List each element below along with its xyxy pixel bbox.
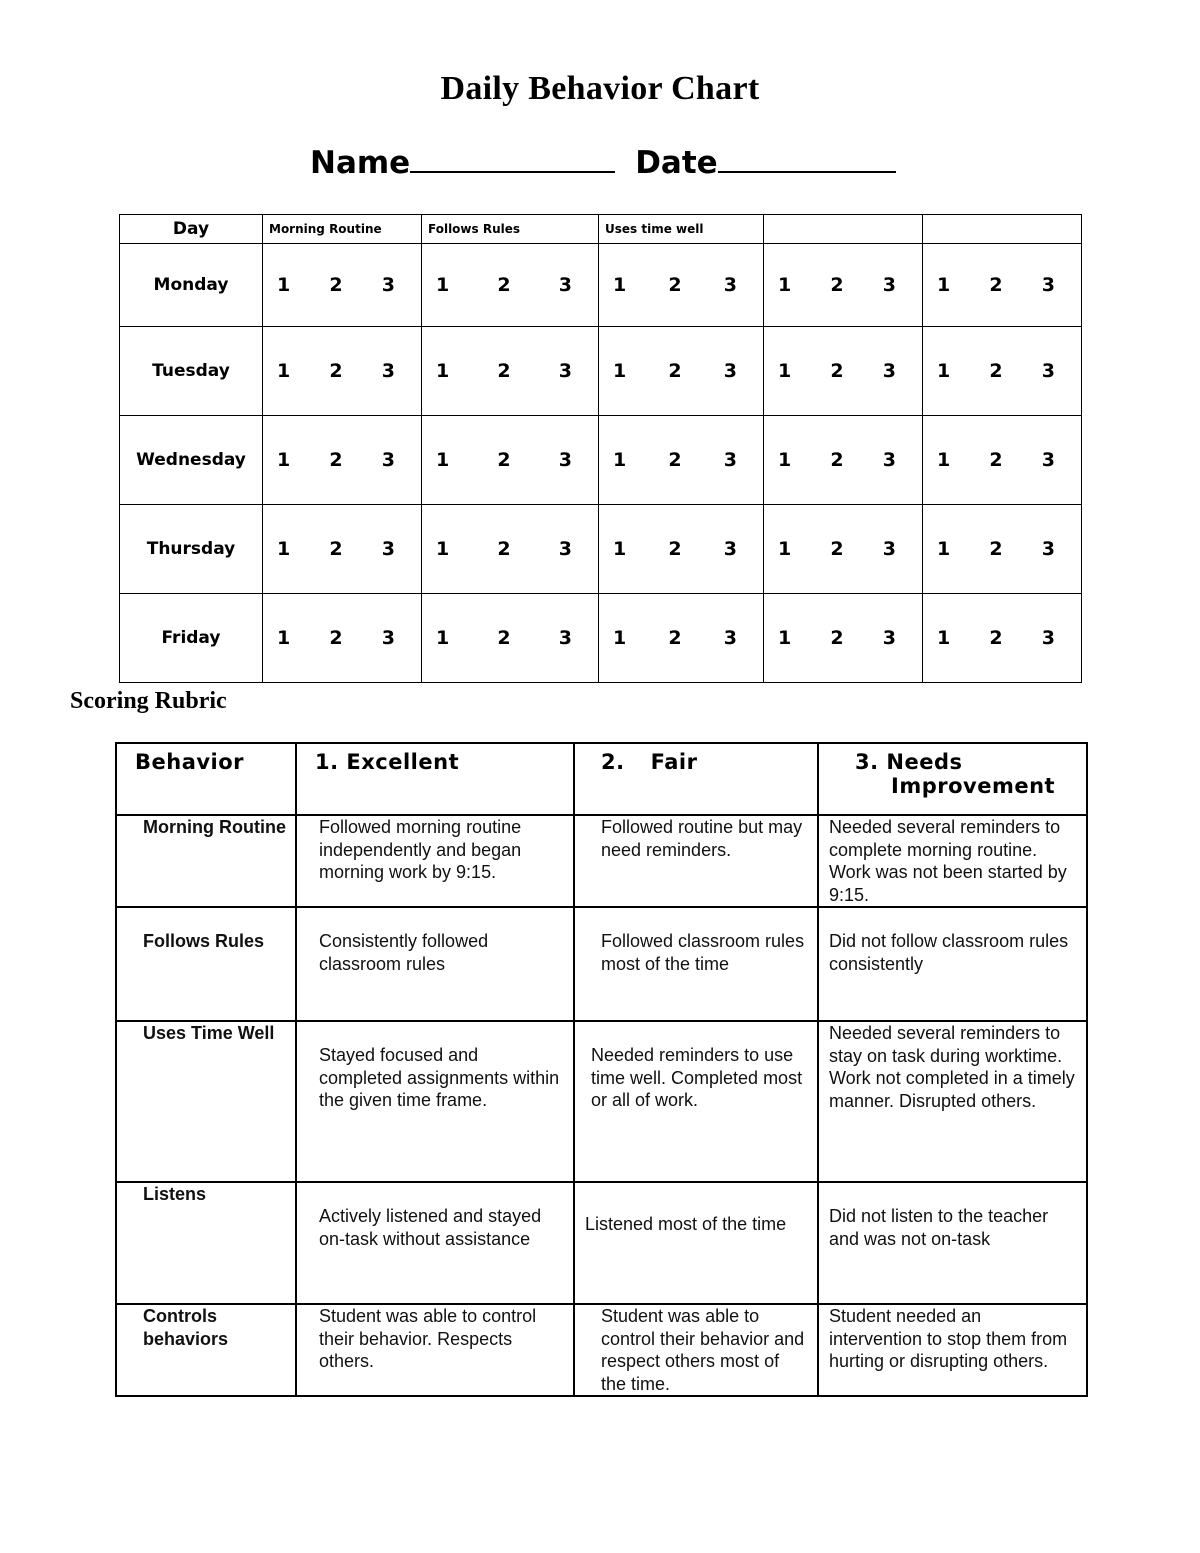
fair-header-word: Fair [650,750,698,774]
score-option[interactable]: 3 [381,274,395,296]
score-option[interactable]: 2 [830,538,844,560]
fair-header [574,743,818,815]
score-option[interactable]: 2 [329,360,343,382]
score-cell [422,416,599,505]
score-cell [764,416,923,505]
score-cell [599,244,764,327]
score-option[interactable]: 3 [723,360,737,382]
score-option[interactable]: 3 [381,538,395,560]
score-option[interactable]: 2 [329,627,343,649]
score-cell [422,594,599,683]
score-option[interactable]: 2 [497,360,511,382]
excellent-header: 1. Excellent [296,743,574,815]
category-header [764,215,923,244]
score-option[interactable]: 3 [558,274,572,296]
score-cell [599,594,764,683]
score-cell [923,594,1082,683]
score-option[interactable]: 3 [1041,274,1055,296]
fair-description: Followed classroom rules most of the time [574,907,818,1021]
score-option[interactable]: 2 [989,274,1003,296]
score-option[interactable]: 2 [329,274,343,296]
score-option[interactable]: 3 [723,274,737,296]
date-label: Date [635,145,718,181]
score-option[interactable]: 1 [937,274,951,296]
score-cell [422,244,599,327]
name-blank-line [410,149,615,173]
behavior-name: Morning Routine [116,815,296,907]
score-option[interactable]: 1 [613,538,627,560]
score-cell [923,244,1082,327]
name-label: Name [310,145,411,181]
score-option[interactable]: 2 [668,627,682,649]
score-option[interactable]: 3 [882,360,896,382]
day-header: Day [120,215,263,244]
score-option[interactable]: 3 [882,627,896,649]
score-option[interactable]: 3 [723,538,737,560]
score-option[interactable]: 3 [558,627,572,649]
score-option[interactable]: 1 [436,449,450,471]
excellent-description: Actively listened and stayed on-task without assistance [296,1182,574,1304]
behavior-header: Behavior [116,743,296,815]
score-cell [263,244,422,327]
score-option[interactable]: 2 [830,360,844,382]
behavior-name: Controls behaviors [116,1304,296,1396]
name-date-line [310,145,896,181]
score-option[interactable]: 3 [558,449,572,471]
category-header [923,215,1082,244]
score-cell [764,327,923,416]
day-label: Thursday [120,505,263,594]
chart-row-monday [120,244,1082,327]
category-header: Uses time well [599,215,764,244]
score-option[interactable]: 2 [329,538,343,560]
score-option[interactable]: 3 [381,360,395,382]
score-cell [263,594,422,683]
score-option[interactable]: 3 [882,449,896,471]
score-option[interactable]: 2 [668,449,682,471]
score-option[interactable]: 1 [613,449,627,471]
rubric-title: Scoring Rubric [70,688,227,714]
rubric-row [116,1021,1087,1182]
score-option[interactable]: 1 [277,274,291,296]
score-option[interactable]: 1 [937,449,951,471]
score-option[interactable]: 2 [989,538,1003,560]
score-option[interactable]: 2 [497,274,511,296]
needs-header-line1: 3. Needs [855,750,963,774]
score-option[interactable]: 2 [830,274,844,296]
needs-description: Did not listen to the teacher and was not on-task [818,1182,1087,1304]
rubric-row [116,815,1087,907]
fair-description: Listened most of the time [574,1182,818,1304]
score-cell [263,327,422,416]
chart-row-tuesday [120,327,1082,416]
score-option[interactable]: 3 [381,449,395,471]
score-option[interactable]: 1 [937,627,951,649]
excellent-description: Student was able to control their behavior. Respects others. [296,1304,574,1396]
score-option[interactable]: 2 [497,538,511,560]
chart-row-wednesday [120,416,1082,505]
score-option[interactable]: 3 [558,360,572,382]
score-option[interactable]: 1 [778,360,792,382]
day-label: Friday [120,594,263,683]
score-cell [422,505,599,594]
score-option[interactable]: 3 [882,538,896,560]
score-cell [764,594,923,683]
score-option[interactable]: 1 [778,274,792,296]
needs-description: Needed several reminders to stay on task during worktime. Work not completed in a timely manner. Disrupted others. [818,1021,1087,1182]
rubric-header-row [116,743,1087,815]
chart-header-row [120,215,1082,244]
score-option[interactable]: 2 [989,627,1003,649]
score-option[interactable]: 3 [723,449,737,471]
excellent-description: Consistently followed classroom rules [296,907,574,1021]
score-option[interactable]: 3 [723,627,737,649]
score-cell [263,416,422,505]
needs-description: Needed several reminders to complete morning routine. Work was not been started by 9:15. [818,815,1087,907]
score-option[interactable]: 1 [613,360,627,382]
score-option[interactable]: 2 [329,449,343,471]
needs-description: Did not follow classroom rules consistently [818,907,1087,1021]
score-option[interactable]: 1 [436,360,450,382]
rubric-row [116,1182,1087,1304]
score-option[interactable]: 1 [436,627,450,649]
behavior-name: Uses Time Well [116,1021,296,1182]
chart-row-friday [120,594,1082,683]
score-cell [923,416,1082,505]
score-option[interactable]: 1 [778,538,792,560]
score-cell [263,505,422,594]
rubric-row [116,907,1087,1021]
score-option[interactable]: 2 [668,274,682,296]
category-header: Follows Rules [422,215,599,244]
score-option[interactable]: 1 [613,627,627,649]
score-option[interactable]: 2 [668,538,682,560]
score-option[interactable]: 3 [1041,538,1055,560]
score-option[interactable]: 2 [497,627,511,649]
fair-header-number: 2. [601,750,625,774]
score-cell [599,505,764,594]
score-option[interactable]: 1 [277,360,291,382]
score-option[interactable]: 1 [277,627,291,649]
day-label: Tuesday [120,327,263,416]
score-option[interactable]: 1 [436,538,450,560]
score-cell [923,327,1082,416]
day-label: Monday [120,244,263,327]
score-option[interactable]: 2 [830,627,844,649]
score-option[interactable]: 2 [497,449,511,471]
score-cell [764,505,923,594]
score-option[interactable]: 1 [613,274,627,296]
needs-description: Student needed an intervention to stop them from hurting or disrupting others. [818,1304,1087,1396]
score-option[interactable]: 2 [668,360,682,382]
score-option[interactable]: 3 [1041,627,1055,649]
scoring-rubric-table [115,742,1088,1397]
score-option[interactable]: 1 [277,449,291,471]
excellent-description: Stayed focused and completed assignments within the given time frame. [296,1021,574,1182]
category-header: Morning Routine [263,215,422,244]
date-blank-line [718,149,896,173]
score-option[interactable]: 2 [989,449,1003,471]
score-option[interactable]: 1 [937,538,951,560]
score-cell [599,416,764,505]
behavior-name: Follows Rules [116,907,296,1021]
excellent-description: Followed morning routine independently and began morning work by 9:15. [296,815,574,907]
score-option[interactable]: 2 [989,360,1003,382]
score-option[interactable]: 2 [830,449,844,471]
score-option[interactable]: 1 [436,274,450,296]
score-option[interactable]: 3 [882,274,896,296]
behavior-chart [119,214,1082,683]
fair-description: Student was able to control their behavior and respect others most of the time. [574,1304,818,1396]
fair-description: Followed routine but may need reminders. [574,815,818,907]
score-option[interactable]: 1 [937,360,951,382]
score-option[interactable]: 1 [778,449,792,471]
score-option[interactable]: 3 [558,538,572,560]
needs-header-line2: Improvement [891,774,1056,798]
score-cell [422,327,599,416]
score-cell [764,244,923,327]
fair-description: Needed reminders to use time well. Completed most or all of work. [574,1021,818,1182]
score-option[interactable]: 3 [1041,449,1055,471]
page-title: Daily Behavior Chart [440,70,760,107]
score-cell [923,505,1082,594]
behavior-name: Listens [116,1182,296,1304]
score-option[interactable]: 1 [778,627,792,649]
score-cell [599,327,764,416]
score-option[interactable]: 3 [381,627,395,649]
day-label: Wednesday [120,416,263,505]
score-option[interactable]: 1 [277,538,291,560]
rubric-row [116,1304,1087,1396]
score-option[interactable]: 3 [1041,360,1055,382]
needs-improvement-header [818,743,1087,815]
chart-row-thursday [120,505,1082,594]
